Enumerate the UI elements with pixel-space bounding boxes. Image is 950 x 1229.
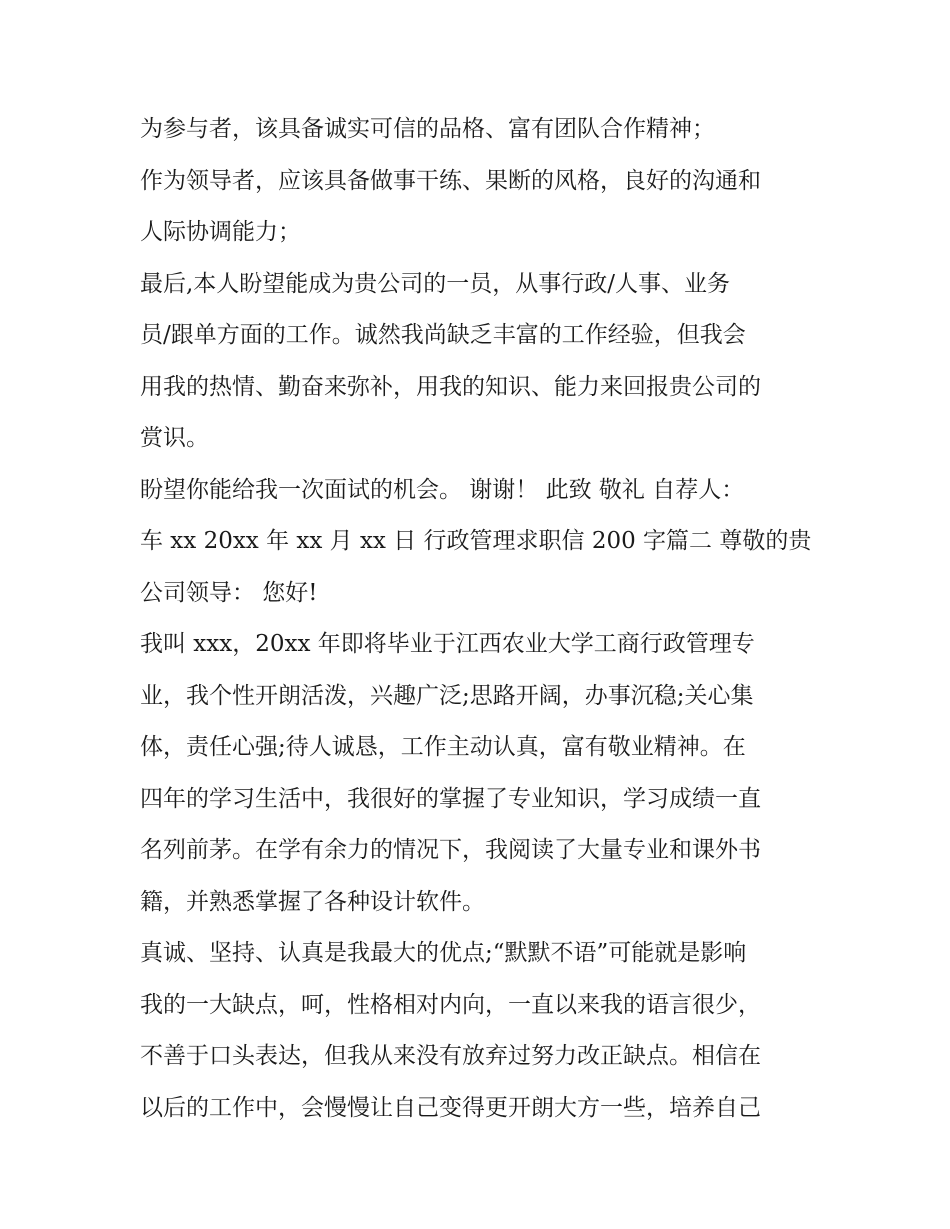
text-line: 我叫 xxx，20xx 年即将毕业于江西农业大学工商行政管理专 bbox=[140, 631, 755, 657]
text-line: 我的一大缺点，呵，性格相对内向，一直以来我的语言很少， bbox=[140, 991, 761, 1018]
text-line: 为参与者，该具备诚实可信的品格、富有团队合作精神； bbox=[140, 116, 715, 142]
text-line: 名列前茅。在学有余力的情况下，我阅读了大量专业和课外书 bbox=[140, 837, 761, 863]
text-line: 公司领导： 您好! bbox=[140, 579, 318, 606]
text-line: 赏识。 bbox=[140, 425, 209, 451]
text-line: 体，责任心强;待人诚恳，工作主动认真，富有敬业精神。在 bbox=[140, 734, 746, 760]
text-line: 真诚、坚持、认真是我最大的优点;“默默不语”可能就是影响 bbox=[140, 940, 747, 966]
text-line: 人际协调能力； bbox=[140, 219, 301, 245]
text-line: 以后的工作中，会慢慢让自己变得更开朗大方一些，培养自己 bbox=[140, 1094, 761, 1121]
text-line: 四年的学习生活中，我很好的掌握了专业知识，学习成绩一直 bbox=[140, 785, 761, 812]
text-line: 不善于口头表达，但我从来没有放弃过努力改正缺点。相信在 bbox=[140, 1043, 761, 1069]
text-line: 用我的热情、勤奋来弥补，用我的知识、能力来回报贵公司的 bbox=[140, 373, 761, 400]
text-line: 盼望你能给我一次面试的机会。 谢谢！ 此致 敬礼 自荐人： bbox=[140, 476, 745, 503]
text-line: 最后,本人盼望能成为贵公司的一员，从事行政/人事、业务 bbox=[140, 270, 731, 297]
text-line: 作为领导者，应该具备做事干练、果断的风格，良好的沟通和 bbox=[140, 167, 761, 194]
body-text bbox=[140, 104, 820, 1134]
text-line: 员/跟单方面的工作。诚然我尚缺乏丰富的工作经验，但我会 bbox=[140, 322, 746, 348]
text-line: 业，我个性开朗活泼，兴趣广泛;思路开阔，办事沉稳;关心集 bbox=[140, 682, 754, 709]
text-line: 车 xx 20xx 年 xx 月 xx 日 行政管理求职信 200 字篇二 尊敬的贵 bbox=[140, 528, 812, 554]
text-line: 籍，并熟悉掌握了各种设计软件。 bbox=[140, 888, 485, 915]
